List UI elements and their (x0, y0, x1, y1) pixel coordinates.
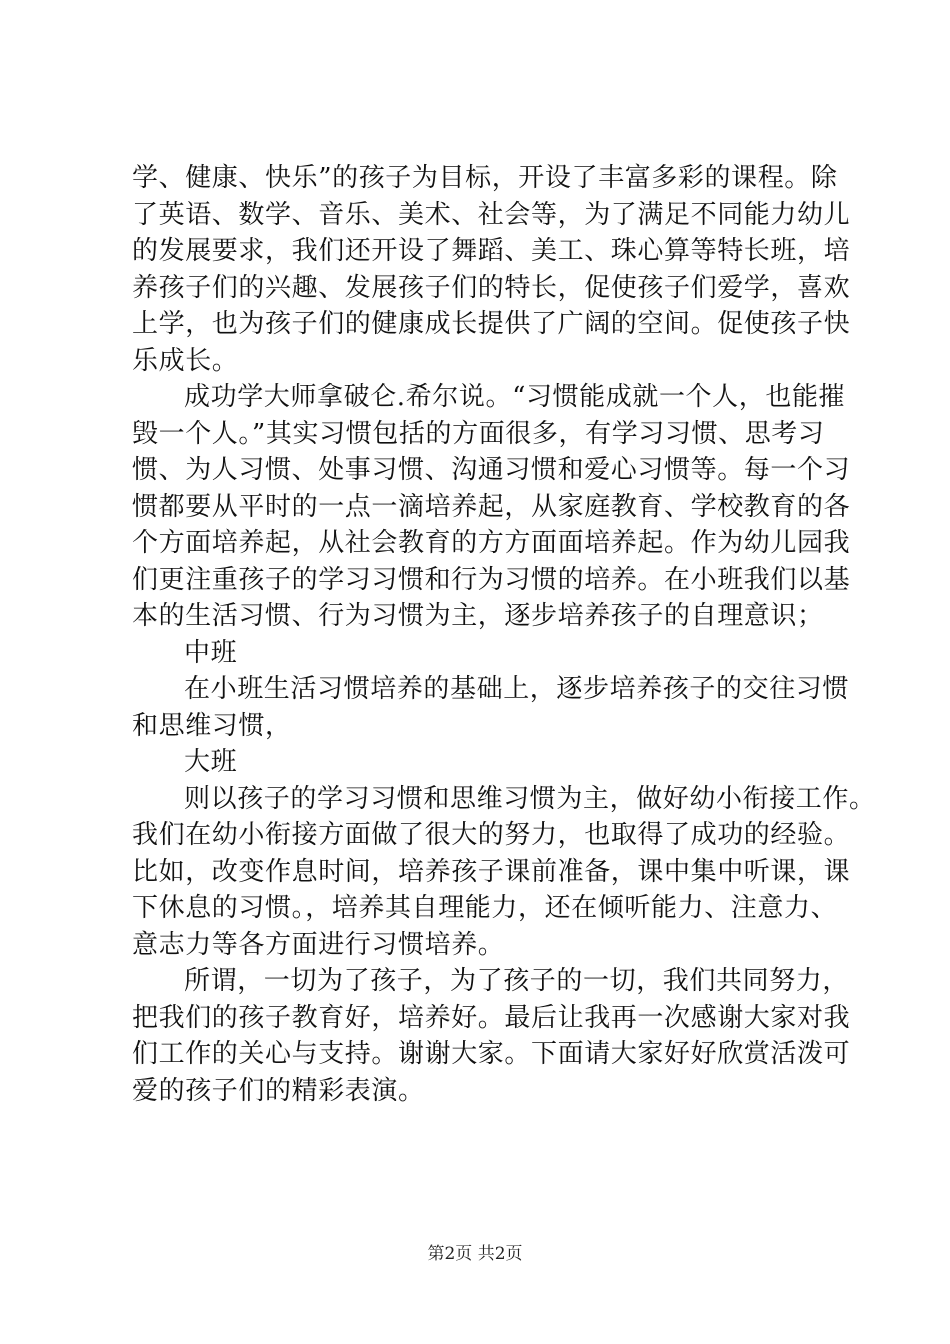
text-line: 成功学大师拿破仑.希尔说。“习惯能成就一个人，也能摧 (184, 382, 846, 412)
text-line: 的发展要求，我们还开设了舞蹈、美工、珠心算等特长班，培 (132, 236, 851, 266)
text-line: 养孩子们的兴趣、发展孩子们的特长，促使孩子们爱学，喜欢 (132, 272, 851, 303)
page-number-footer: 第2页 共2页 (427, 1244, 523, 1264)
text-line: 则以孩子的学习习惯和思维习惯为主，做好幼小衔接工作。 (184, 783, 876, 814)
text-line: 把我们的孩子教育好，培养好。最后让我再一次感谢大家对我 (132, 1002, 851, 1033)
text-line: 爱的孩子们的精彩表演。 (132, 1075, 425, 1106)
text-line: 毁一个人。”其实习惯包括的方面很多，有学习习惯、思考习 (132, 418, 825, 449)
text-line: 意志力等各方面进行习惯培养。 (132, 929, 505, 960)
text-line: 下休息的习惯。，培养其自理能力，还在倾听能力、注意力、 (132, 893, 838, 923)
text-line: 所谓，一切为了孩子，为了孩子的一切，我们共同努力， (184, 966, 850, 996)
text-line: 大班 (184, 747, 238, 777)
text-line: 本的生活习惯、行为习惯为主，逐步培养孩子的自理意识； (132, 601, 824, 631)
text-line: 们工作的关心与支持。谢谢大家。下面请大家好好欣赏活泼可 (132, 1039, 851, 1069)
text-line: 们更注重孩子的学习习惯和行为习惯的培养。在小班我们以基 (132, 564, 851, 595)
text-line: 学、健康、快乐”的孩子为目标，开设了丰富多彩的课程。除 (132, 163, 838, 193)
text-line: 比如，改变作息时间，培养孩子课前准备，课中集中听课，课 (132, 856, 851, 887)
document-body (132, 160, 876, 1109)
text-line: 个方面培养起，从社会教育的方方面面培养起。作为幼儿园我 (132, 528, 851, 558)
text-line: 我们在幼小衔接方面做了很大的努力，也取得了成功的经验。 (132, 820, 851, 850)
text-line: 在小班生活习惯培养的基础上，逐步培养孩子的交往习惯 (184, 674, 850, 704)
text-line: 惯、为人习惯、处事习惯、沟通习惯和爱心习惯等。每一个习 (132, 455, 851, 485)
text-line: 上学，也为孩子们的健康成长提供了广阔的空间。促使孩子快 (132, 309, 851, 339)
text-line: 乐成长。 (132, 345, 239, 376)
text-line: 中班 (184, 637, 238, 668)
text-line: 惯都要从平时的一点一滴培养起，从家庭教育、学校教育的各 (132, 491, 851, 522)
text-line: 和思维习惯， (132, 710, 292, 741)
text-line: 了英语、数学、音乐、美术、社会等，为了满足不同能力幼儿 (132, 199, 851, 230)
